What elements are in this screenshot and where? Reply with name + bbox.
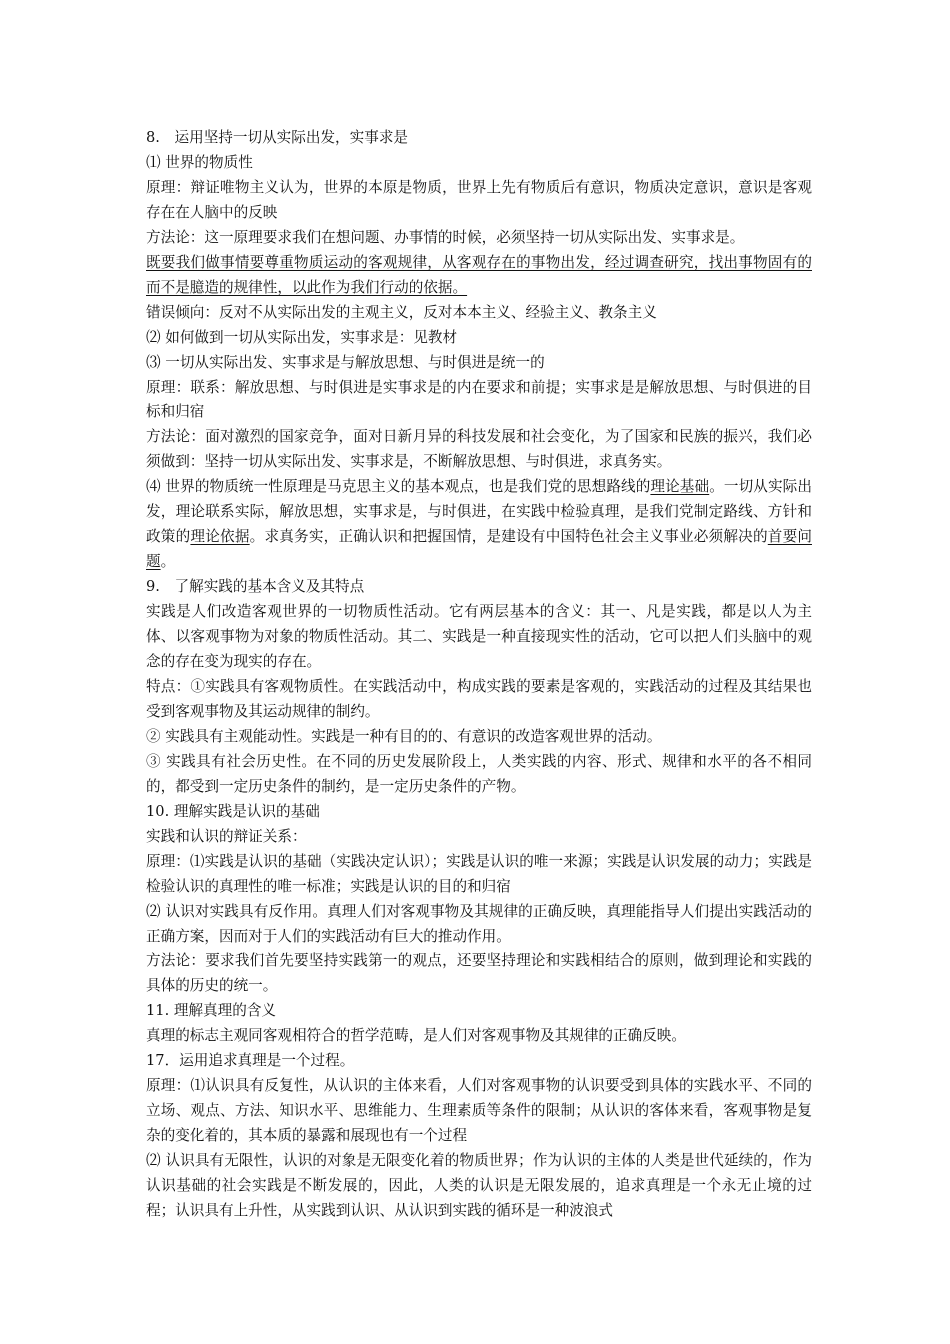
paragraph: 原理：⑴认识具有反复性，从认识的主体来看，人们对客观事物的认识要受到具体的实践水平、不同的立场、观点、方法、知识水平、思维能力、生理素质等条件的限制；从认识的客体来看，客观事物是复杂的变化着的，其本质的暴露和展现也有一个过程 [146, 1077, 812, 1145]
section-heading: 11. 理解真理的含义 [146, 1002, 277, 1020]
section-heading: 10. 理解实践是认识的基础 [146, 802, 320, 820]
paragraph: ⑶ 一切从实际出发、实事求是与解放思想、与时俱进是统一的 [146, 353, 545, 371]
paragraph: ⑵ 认识对实践具有反作用。真理人们对客观事物及其规律的正确反映，真理能指导人们提出实践活动的正确方案，因而对于人们的实践活动有巨大的推动作用。 [146, 902, 812, 945]
paragraph: 实践和认识的辩证关系： [146, 827, 307, 845]
underlined-term: 理论基础 [650, 478, 710, 496]
paragraph: ⑵ 如何做到一切从实际出发，实事求是：见教材 [146, 328, 458, 346]
paragraph: ③ 实践具有社会历史性。在不同的历史发展阶段上，人类实践的内容、形式、规律和水平的各不相同的，都受到一定历史条件的制约，是一定历史条件的产物。 [146, 752, 812, 795]
section-heading: 9. 了解实践的基本含义及其特点 [146, 578, 365, 596]
paragraph [146, 475, 812, 575]
underlined-paragraph: 既要我们做事情要尊重物质运动的客观规律，从客观存在的事物出发，经过调查研究，找出事物固有的而不是臆造的规律性，以此作为我们行动的依据。 [146, 253, 812, 296]
underlined-term: 首要问题 [146, 528, 812, 571]
paragraph: 原理：联系：解放思想、与时俱进是实事求是的内在要求和前提；实事求是是解放思想、与时俱进的目标和归宿 [146, 378, 812, 421]
paragraph-text: 。求真务实，正确认识和把握国情，是建设有中国特色社会主义事业必须解决的 [249, 528, 768, 546]
paragraph: 方法论：要求我们首先要坚持实践第一的观点，还要坚持理论和实践相结合的原则，做到理论和实践的具体的历史的统一。 [146, 952, 812, 995]
section-heading: 17．运用追求真理是一个过程。 [146, 1052, 355, 1070]
paragraph: 真理的标志主观同客观相符合的哲学范畴，是人们对客观事物及其规律的正确反映。 [146, 1027, 686, 1045]
paragraph: 原理：⑴实践是认识的基础（实践决定认识）；实践是认识的唯一来源；实践是认识发展的动力；实践是检验认识的真理性的唯一标准；实践是认识的目的和归宿 [146, 852, 812, 895]
paragraph-text: 。一切从实际出发，理论联系实际，解放思想，实事求是，与时俱进，在实践中检验真理，是我们党制定路线、方针和政策的 [146, 478, 812, 546]
paragraph: 方法论：这一原理要求我们在想问题、办事情的时候，必须坚持一切从实际出发、实事求是。 [146, 228, 745, 246]
underlined-term: 理论依据 [190, 528, 250, 546]
paragraph: 错误倾向：反对不从实际出发的主观主义，反对本本主义、经验主义、教条主义 [146, 303, 657, 321]
paragraph-text: ⑷ 世界的物质统一性原理是马克思主义的基本观点，也是我们党的思想路线的 [146, 478, 651, 496]
section-heading: 8. 运用坚持一切从实际出发，实事求是 [146, 129, 409, 146]
document-page [146, 126, 812, 1224]
paragraph: ② 实践具有主观能动性。实践是一种有目的的、有意识的改造客观世界的活动。 [146, 727, 662, 745]
paragraph: ⑴ 世界的物质性 [146, 153, 253, 171]
paragraph: 特点：①实践具有客观物质性。在实践活动中，构成实践的要素是客观的，实践活动的过程及其结果也受到客观事物及其运动规律的制约。 [146, 677, 812, 720]
paragraph: ⑵ 认识具有无限性，认识的对象是无限变化着的物质世界；作为认识的主体的人类是世代延续的，作为认识基础的社会实践是不断发展的，因此，人类的认识是无限发展的，追求真理是一个永无止境的过程；认识具有上升性，从实践到认识、从认识到实践的循环是一种波浪式 [146, 1152, 812, 1219]
paragraph: 实践是人们改造客观世界的一切物质性活动。它有两层基本的含义：其一、凡是实践，都是以人为主体、以客观事物为对象的物质性活动。其二、实践是一种直接现实性的活动，它可以把人们头脑中的观念的存在变为现实的存在。 [146, 603, 812, 671]
paragraph: 方法论：面对激烈的国家竞争，面对日新月异的科技发展和社会变化，为了国家和民族的振兴，我们必须做到：坚持一切从实际出发、实事求是，不断解放思想、与时俱进，求真务实。 [146, 428, 812, 471]
paragraph-text: 。 [160, 553, 176, 571]
paragraph: 原理：辩证唯物主义认为，世界的本原是物质，世界上先有物质后有意识，物质决定意识，意识是客观存在在人脑中的反映 [146, 178, 812, 221]
